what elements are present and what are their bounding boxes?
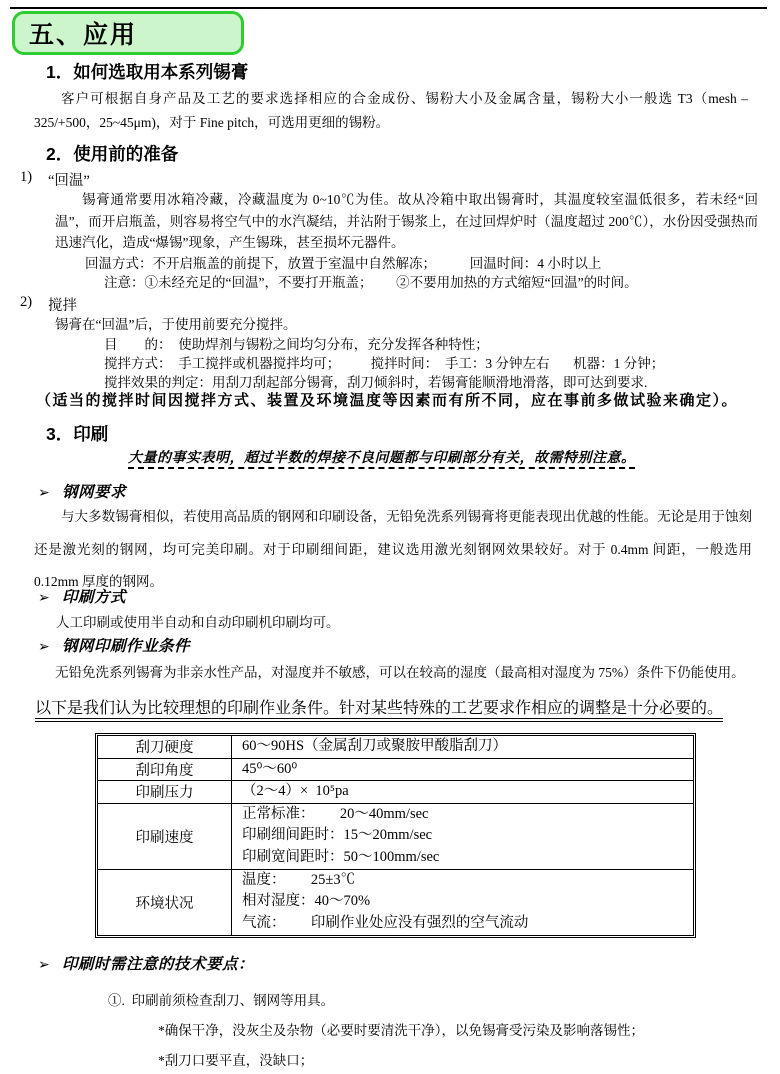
rewarm-method-line: 回温方式：不开启瓶盖的前提下，放置于室温中自然解冻； 回温时间：4 小时以上 — [85, 256, 602, 271]
row-value-line: 温度： 25±3℃ — [242, 871, 356, 888]
print-method-heading-row — [38, 585, 126, 607]
work-conditions-heading: 钢网印刷作业条件 — [62, 638, 191, 655]
stencil-requirement-heading: 钢网要求 — [62, 484, 127, 501]
rewarm-item-header — [20, 169, 90, 190]
arrow-bullet-icon: ➢ — [38, 486, 50, 501]
print-method-heading: 印刷方式 — [62, 589, 127, 606]
tip-item-1-sub-2: *刮刀口要平直，没缺口； — [158, 1053, 314, 1068]
row-value-line: 相对湿度：40～70% — [242, 893, 371, 910]
table-row — [98, 869, 694, 935]
rewarm-note-line: 注意：①未经充足的“回温”，不要打开瓶盖； ②不要用加热的方式缩短“回温”的时间。 — [104, 275, 638, 290]
tip-item-1: ①. 印刷前须检查刮刀、钢网等用具。 — [108, 993, 335, 1008]
ideal-conditions-note: 以下是我们认为比较理想的印刷作业条件。针对某些特殊的工艺要求作相应的调整是十分必要的。 — [35, 695, 723, 718]
arrow-bullet-icon: ➢ — [38, 591, 50, 606]
stencil-requirement-heading-row — [38, 480, 126, 502]
list-marker: 2) — [20, 294, 33, 310]
heading-preparation: 2．使用前的准备 — [46, 144, 179, 164]
rewarm-title: “回温” — [48, 173, 90, 189]
row-value-line: 60～90HS（金属刮刀或聚胺甲酸脂刮刀） — [242, 738, 508, 754]
row-value-line: 印刷宽间距时：50～100mm/sec — [242, 848, 440, 865]
row-label: 刮印角度 — [98, 758, 232, 781]
work-conditions-heading-row — [38, 634, 190, 656]
stir-title: 搅拌 — [48, 298, 77, 314]
print-method-body: 人工印刷或使用半自动和自动印刷机印刷均可。 — [56, 615, 340, 630]
heading-printing: 3．印刷 — [46, 424, 109, 444]
heading-select-paste: 1．如何选取用本系列锡膏 — [46, 62, 249, 82]
printing-emphasis-note: 大量的事实表明，超过半数的焊接不良问题都与印刷部分有关，故需特别注意。 — [128, 451, 636, 466]
select-paste-body: 客户可根据自身产品及工艺的要求选择相应的合金成份、锡粉大小及金属含量，锡粉大小一般选 T3（mesh –325/+500，25~45μm)，对于 Fine pitch，可选用更细的锡粉。 — [34, 91, 748, 130]
row-value-line: （2～4）× 10⁵pa — [242, 783, 349, 799]
section-title-box — [12, 11, 244, 55]
stir-intro: 锡膏在“回温”后，于使用前要充分搅拌。 — [55, 317, 297, 332]
page-title: 五、应用 — [29, 21, 138, 49]
stir-judge-line: 搅拌效果的判定：用刮刀刮起部分锡膏，刮刀倾斜时，若锡膏能顺滑地滑落，即可达到要求. — [104, 375, 648, 390]
tip-item-1-sub-1: *确保干净，没灰尘及杂物（必要时要清洗干净），以免锡膏受污染及影响落锡性； — [158, 1023, 644, 1038]
table-row — [98, 758, 694, 781]
print-conditions-table — [95, 733, 696, 938]
stir-caution-note: （适当的搅拌时间因搅拌方式、装置及环境温度等因素而有所不同，应在事前多做试验来确定）。 — [36, 393, 739, 409]
stir-purpose-line: 目 的： 使助焊剂与锡粉之间均匀分布，充分发挥各种特性； — [104, 337, 489, 352]
row-label: 刮刀硬度 — [98, 736, 232, 759]
stir-method-line: 搅拌方式： 手工搅拌或机器搅拌均可； 搅拌时间： 手工：3 分钟左右 机器：1 分钟； — [104, 356, 665, 371]
rewarm-body: 锡膏通常要用冰箱冷藏，冷藏温度为 0~10℃为佳。故从冷箱中取出锡膏时，其温度较室温低很多，若未经“回温”，而开启瓶盖，则容易将空气中的水汽凝结，并沾附于锡浆上，在过回焊炉时（温度超过 200℃），水份因受强热而迅速汽化，造成“爆锡”现象，产生锡珠，甚至损坏元器件。 — [55, 192, 758, 250]
list-marker: 1) — [20, 169, 33, 185]
row-label: 印刷速度 — [98, 803, 232, 869]
row-label: 环境状况 — [98, 869, 232, 935]
table-row — [98, 736, 694, 759]
row-value-line: 正常标准： 20～40mm/sec — [242, 805, 429, 822]
table-row — [98, 803, 694, 869]
row-value-line: 45⁰～60⁰ — [242, 760, 298, 777]
arrow-bullet-icon: ➢ — [38, 958, 50, 973]
row-value-line: 气流： 印刷作业处应没有强烈的空气流动 — [242, 914, 529, 931]
stencil-requirement-body: 与大多数锡膏相似，若使用高品质的钢网和印刷设备，无铅免洗系列锡膏将更能表现出优越的性能。无论是用于蚀刻还是激光刻的钢网，均可完美印刷。对于印刷细间距，建议选用激光刻钢网效果较好。对于 0.4mm 间距，一般选用 0.12mm 厚度的钢网。 — [34, 509, 752, 589]
printing-tips-heading-row — [38, 952, 254, 974]
stir-item-header — [20, 294, 77, 315]
arrow-bullet-icon: ➢ — [38, 640, 50, 655]
work-conditions-body: 无铅免洗系列锡膏为非亲水性产品，对湿度并不敏感，可以在较高的湿度（最高相对湿度为 75%）条件下仍能使用。 — [55, 665, 745, 680]
page-top-rule — [10, 7, 767, 9]
printing-tips-heading: 印刷时需注意的技术要点： — [62, 956, 255, 973]
row-value-line: 印刷细间距时：15～20mm/sec — [242, 827, 433, 844]
row-label: 印刷压力 — [98, 781, 232, 804]
table-row — [98, 781, 694, 804]
